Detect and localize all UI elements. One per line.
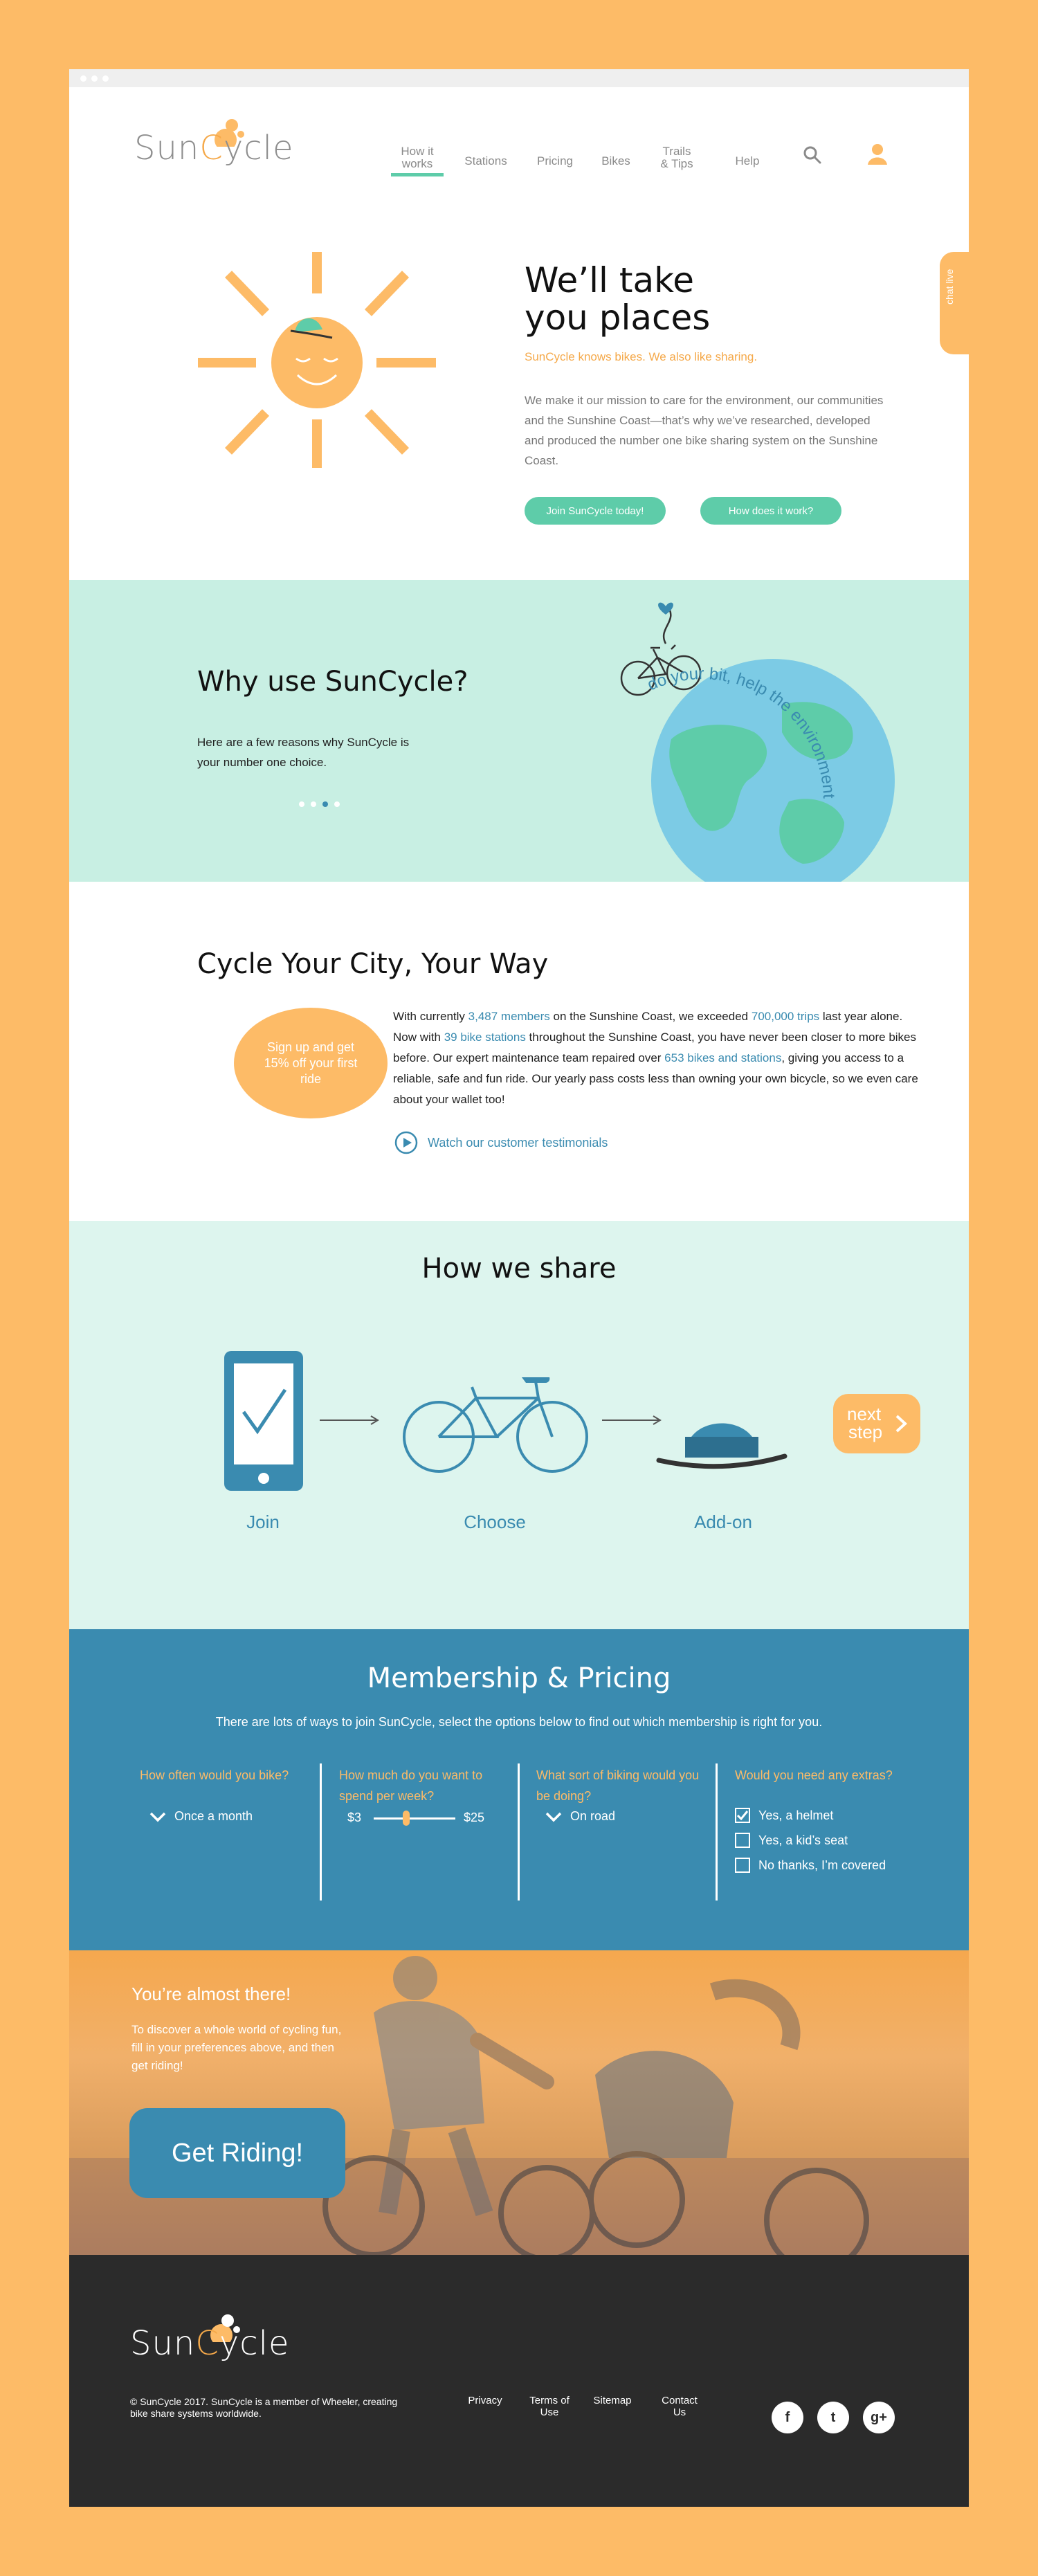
copyright: © SunCycle 2017. SunCycle is a member of Wheeler, creating bike share systems worldwide.: [130, 2396, 398, 2419]
browser-window: [69, 69, 969, 2507]
logo-text: SunCycle: [134, 129, 294, 167]
nav-stations[interactable]: Stations: [464, 154, 507, 167]
extra-kids-seat-checkbox[interactable]: [735, 1833, 848, 1848]
next-step-label: next: [847, 1404, 882, 1424]
extra-none-checkbox[interactable]: [735, 1858, 886, 1873]
step-join-label: Join: [246, 1512, 280, 1532]
carousel-dot-active[interactable]: [322, 801, 328, 807]
window-dot[interactable]: [80, 75, 86, 82]
nav-trails-tips[interactable]: Trails & Tips: [660, 145, 693, 170]
join-today-button[interactable]: Join SunCycle today!: [525, 497, 666, 525]
signup-discount-badge[interactable]: Sign up and get 15% off your first ride: [234, 1008, 388, 1118]
divider: [320, 1763, 322, 1901]
nav-pricing[interactable]: Pricing: [537, 154, 573, 167]
bikes-stat[interactable]: 653 bikes and stations: [664, 1051, 782, 1064]
footer-logo-text: SunCycle: [130, 2324, 290, 2363]
carousel-dot[interactable]: [334, 801, 340, 807]
footer-sitemap-link[interactable]: Sitemap: [593, 2395, 632, 2406]
earth-caption: do your bit, help the environment: [644, 664, 839, 799]
city-section: [69, 882, 969, 1221]
get-riding-button[interactable]: Get Riding!: [129, 2108, 345, 2198]
facebook-icon[interactable]: f: [772, 2402, 803, 2433]
why-text: Here are a few reasons why SunCycle is your number one choice.: [197, 736, 410, 769]
city-title: Cycle Your City, Your Way: [197, 948, 549, 980]
phone-icon: [223, 1350, 304, 1492]
watch-testimonials-label: Watch our customer testimonials: [428, 1135, 608, 1150]
twitter-icon[interactable]: t: [817, 2402, 849, 2433]
carousel-dot[interactable]: [299, 801, 304, 807]
biking-type-value: On road: [570, 1809, 616, 1823]
carousel-dot[interactable]: [311, 801, 316, 807]
watch-testimonials-link[interactable]: [394, 1131, 608, 1154]
window-dot[interactable]: [91, 75, 98, 82]
bike-icon: [400, 1370, 590, 1474]
chat-live-tab[interactable]: chat live: [940, 252, 969, 354]
how-we-share-section: [69, 1221, 969, 1629]
check-icon: [737, 1811, 748, 1820]
google-plus-icon[interactable]: g+: [863, 2402, 895, 2433]
nav-bikes[interactable]: Bikes: [601, 154, 630, 167]
cta-title: You’re almost there!: [131, 1984, 291, 2004]
next-step-label: step: [848, 1422, 883, 1442]
browser-chrome: [69, 69, 969, 87]
hero-description: We make it our mission to care for the environment, our communities and the Sunshine Coast—that’s why we’ve researched, developed and produced the number one bike sharing system on the Sunshine Coast.: [525, 394, 884, 467]
extra-kids-seat-label: Yes, a kid’s seat: [758, 1833, 848, 1847]
budget-slider[interactable]: [347, 1808, 500, 1829]
budget-question: How much do you want to spend per week?: [339, 1768, 483, 1803]
footer-contact-link[interactable]: Contact Us: [662, 2395, 698, 2418]
search-icon[interactable]: [803, 145, 822, 165]
pricing-intro: There are lots of ways to join SunCycle, select the options below to find out which membership is right for you.: [215, 1715, 823, 1729]
logo[interactable]: [134, 129, 314, 170]
biking-type-question: What sort of biking would you be doing?: [536, 1768, 700, 1803]
slider-min-label: $3: [347, 1811, 362, 1824]
site-header: [69, 87, 969, 205]
share-title: How we share: [421, 1253, 617, 1285]
pricing-section: [69, 1629, 969, 1950]
why-section: [69, 580, 969, 882]
hero-section: [69, 205, 969, 580]
arrow-icon: [601, 1412, 663, 1428]
trips-stat[interactable]: 700,000 trips: [751, 1010, 820, 1023]
stations-stat[interactable]: 39 bike stations: [444, 1031, 526, 1044]
nav-help[interactable]: Help: [735, 154, 760, 167]
arrow-icon: [318, 1412, 381, 1428]
checkbox-box[interactable]: [735, 1858, 750, 1873]
chevron-down-icon: [149, 1811, 166, 1822]
checkbox-box[interactable]: [735, 1808, 750, 1823]
hero-title: We’ll take you places: [525, 260, 711, 338]
slider-thumb[interactable]: [403, 1811, 410, 1826]
cta-text: To discover a whole world of cycling fun, fill in your preferences above, and then get riding!: [131, 2023, 342, 2072]
hat-icon: [656, 1398, 787, 1481]
chevron-right-icon: [894, 1415, 908, 1433]
site-footer: [69, 2255, 969, 2507]
step-addon-label: Add-on: [694, 1512, 752, 1532]
members-stat[interactable]: 3,487 members: [468, 1010, 550, 1023]
hero-tagline: SunCycle knows bikes. We also like sharing.: [525, 350, 758, 363]
extra-helmet-label: Yes, a helmet: [758, 1808, 834, 1822]
window-dot[interactable]: [102, 75, 109, 82]
how-it-works-button[interactable]: How does it work?: [700, 497, 841, 525]
checkbox-box[interactable]: [735, 1833, 750, 1848]
slider-track[interactable]: [374, 1817, 455, 1820]
city-paragraph: With currently 3,487 members on the Sunshine Coast, we exceeded 700,000 trips last year alone. Now with 39 bike stations throughout the Sunshine Coast, you have never been closer to more bikes before. Our expert maintenance team repaired over 653 bikes and stations, giving you access to a reliable, safe and fun ride. Our yearly pass costs less than owning your own bicycle, so we even care about your wallet too!: [393, 1010, 918, 1106]
footer-terms-link[interactable]: Terms of Use: [529, 2395, 570, 2418]
cta-section: [69, 1950, 969, 2255]
biking-type-select[interactable]: [545, 1809, 615, 1824]
pricing-title: Membership & Pricing: [367, 1662, 671, 1694]
play-icon: [394, 1131, 418, 1154]
divider: [716, 1763, 718, 1901]
footer-privacy-link[interactable]: Privacy: [468, 2395, 502, 2406]
extra-helmet-checkbox[interactable]: [735, 1808, 833, 1823]
chevron-down-icon: [545, 1811, 562, 1822]
divider: [518, 1763, 520, 1901]
slider-max-label: $25: [464, 1811, 485, 1824]
earth-bike-illustration: [547, 601, 907, 882]
footer-logo[interactable]: [130, 2324, 310, 2366]
carousel-dots: [299, 801, 340, 807]
why-title: Why use SunCycle?: [197, 666, 468, 698]
frequency-question: How often would you bike?: [140, 1768, 289, 1782]
frequency-value: Once a month: [174, 1809, 253, 1823]
step-choose-label: Choose: [464, 1512, 526, 1532]
extras-question: Would you need any extras?: [735, 1768, 893, 1782]
smiling-sun-illustration: [194, 246, 457, 496]
next-step-button[interactable]: [833, 1394, 920, 1453]
nav-how-it-works[interactable]: How it works: [391, 145, 444, 176]
extra-none-label: No thanks, I’m covered: [758, 1858, 886, 1872]
user-icon[interactable]: [866, 143, 889, 166]
frequency-select[interactable]: [149, 1809, 253, 1824]
